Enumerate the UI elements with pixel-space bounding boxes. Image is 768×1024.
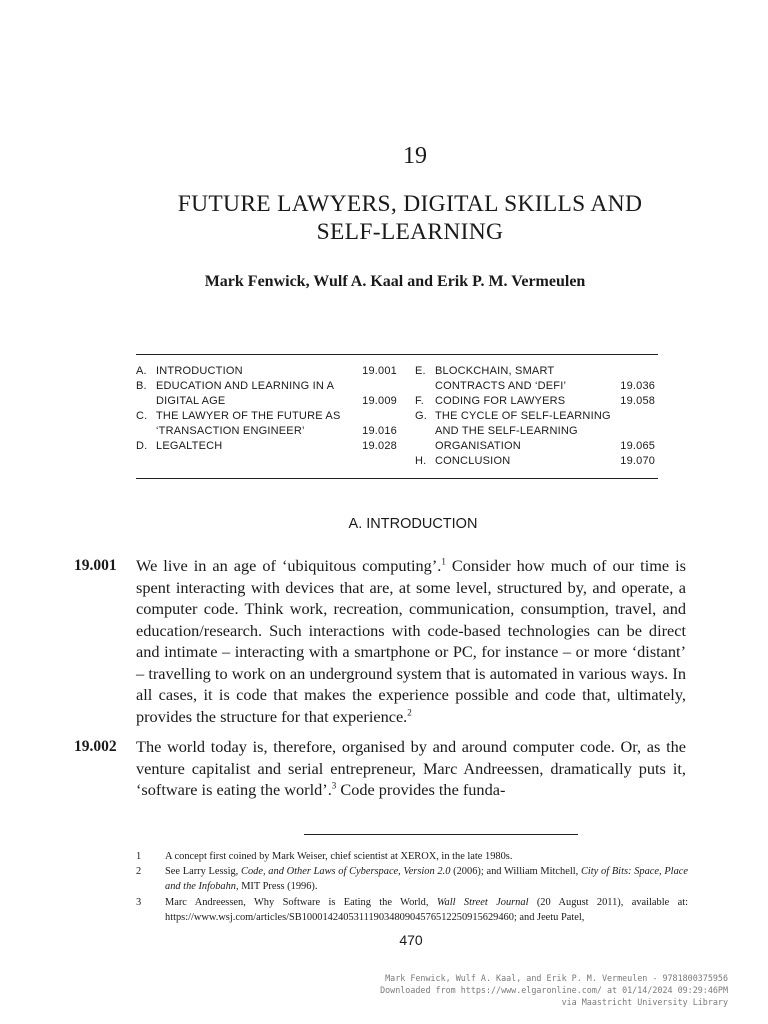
paragraph-number: 19.001 <box>74 557 117 574</box>
footnote-ref[interactable]: 2 <box>407 707 412 718</box>
footnote-text: A concept first coined by Mark Weiser, chief scientist at XEROX, in the late 1980s. <box>165 851 513 862</box>
section-heading: A. INTRODUCTION <box>348 516 478 532</box>
toc-entry[interactable] <box>136 409 397 439</box>
footnote-text <box>165 895 688 925</box>
toc-page: 19.009 <box>362 395 397 407</box>
toc-page: 19.016 <box>362 425 397 437</box>
chapter-title <box>130 190 690 246</box>
toc-page: 19.001 <box>362 365 397 377</box>
toc-text: INTRODUCTION <box>156 365 243 377</box>
footnote-text-segment: See Larry Lessig, <box>165 866 242 878</box>
toc-text: LEGALTECH <box>156 440 223 452</box>
paragraph-text <box>136 736 686 801</box>
footnote <box>136 864 688 894</box>
download-notice-line: via Maastricht University Library <box>561 997 728 1008</box>
toc-entry[interactable] <box>415 409 655 454</box>
table-of-contents <box>136 354 658 479</box>
footnote-text-segment: Marc Andreessen, Why Software is Eating the World, <box>165 896 437 908</box>
footnote-citation-title: Wall Street Journal <box>436 896 529 908</box>
paragraph <box>74 736 686 801</box>
footnote-citation-title: Code, and Other Laws of Cyberspace, Version 2.0 <box>241 866 451 878</box>
paragraph-text-segment: Consider how much of our time is spent interacting with devices that are, at some level, structured by, and operate, a computer code. Think work, recreation, communication, consumption, travel, and education/research. Such interactions with code-based technologies can be direct and intimate – interacting with a smartphone or PC, for instance – or more ‘distant’ – travelling to work on an underground system that is automated in various ways. In all cases, it is code that makes the experience possible and code that, ultimately, provides the structure for that experience. <box>136 556 686 726</box>
chapter-title-line2: SELF-LEARNING <box>316 219 504 245</box>
toc-letter: B. <box>136 380 147 392</box>
toc-entry[interactable] <box>136 439 397 454</box>
footnote-citation-title: City of Bits: Space, Place and the Infobahn <box>165 866 688 893</box>
toc-page: 19.070 <box>620 455 656 467</box>
paragraph-text-segment: We live in an age of ‘ubiquitous computing’. <box>136 556 442 575</box>
toc-entry[interactable] <box>136 364 397 379</box>
paragraph-number: 19.002 <box>74 738 117 755</box>
chapter-title-line1: FUTURE LAWYERS, DIGITAL SKILLS AND <box>177 191 643 217</box>
chapter-authors: Mark Fenwick, Wulf A. Kaal and Erik P. M. Vermeulen <box>204 273 586 290</box>
toc-text: BLOCKCHAIN, SMART CONTRACTS AND ‘DEFI’ <box>435 365 567 392</box>
toc-page: 19.028 <box>362 440 397 452</box>
download-notice-line: Downloaded from https://www.elgaronline.com/ at 01/14/2024 09:29:46PM <box>380 985 728 996</box>
footnote-ref[interactable]: 1 <box>441 556 446 567</box>
toc-entry[interactable] <box>415 394 655 409</box>
footnote-text-segment: , MIT Press (1996). <box>236 881 318 893</box>
footnote-text-segment[interactable]: (20 August 2011), available at: https://www.wsj.com/articles/SB10001424053111903480904576512250915629460; and Jeetu Patel, <box>165 896 689 923</box>
toc-left-column <box>136 364 409 469</box>
toc-text: CODING FOR LAWYERS <box>435 395 566 407</box>
toc-letter: A. <box>136 365 147 377</box>
toc-page: 19.058 <box>620 395 656 407</box>
toc-letter: G. <box>415 410 428 422</box>
toc-letter: H. <box>415 455 427 467</box>
footnote-number: 2 <box>136 866 142 878</box>
paragraph-text-segment: Code provides the funda- <box>336 780 506 799</box>
toc-right-column <box>409 364 655 469</box>
footnotes <box>136 849 688 925</box>
toc-text: THE CYCLE OF SELF-LEARNING AND THE SELF-LEARNING ORGANISATION <box>435 410 611 452</box>
toc-entry[interactable] <box>415 454 655 469</box>
download-notice-line: Mark Fenwick, Wulf A. Kaal, and Erik P. M. Vermeulen - 9781800375956 <box>385 973 728 983</box>
paragraph-text-segment: The world today is, therefore, organised by and around computer code. Or, as the venture capitalist and serial entrepreneur, Marc Andreessen, dramatically puts it, ‘software is eating the world’. <box>136 737 686 799</box>
toc-page: 19.036 <box>620 380 656 392</box>
toc-letter: E. <box>415 365 426 377</box>
toc-letter: D. <box>136 440 148 452</box>
footnote <box>136 849 688 864</box>
download-notice <box>380 972 728 1009</box>
paragraph-text <box>136 555 686 727</box>
chapter-number: 19 <box>403 143 427 169</box>
footnote-number: 1 <box>136 851 142 862</box>
footnote-text <box>165 864 688 894</box>
page-number: 470 <box>399 932 423 948</box>
toc-entry[interactable] <box>415 364 655 394</box>
toc-letter: C. <box>136 410 148 422</box>
toc-letter: F. <box>415 395 424 407</box>
footnote-text-segment: (2006); and William Mitchell, <box>450 866 581 878</box>
toc-text: CONCLUSION <box>435 455 511 467</box>
toc-text: THE LAWYER OF THE FUTURE AS ‘TRANSACTION ENGINEER’ <box>156 410 341 437</box>
toc-page: 19.065 <box>620 440 656 452</box>
footnote-separator <box>304 834 578 835</box>
paragraph <box>74 555 686 727</box>
footnote-ref[interactable]: 3 <box>331 780 337 791</box>
toc-entry[interactable] <box>136 379 397 409</box>
footnote <box>136 895 688 925</box>
toc-text: EDUCATION AND LEARNING IN A DIGITAL AGE <box>156 380 334 407</box>
footnote-number: 3 <box>136 896 142 908</box>
